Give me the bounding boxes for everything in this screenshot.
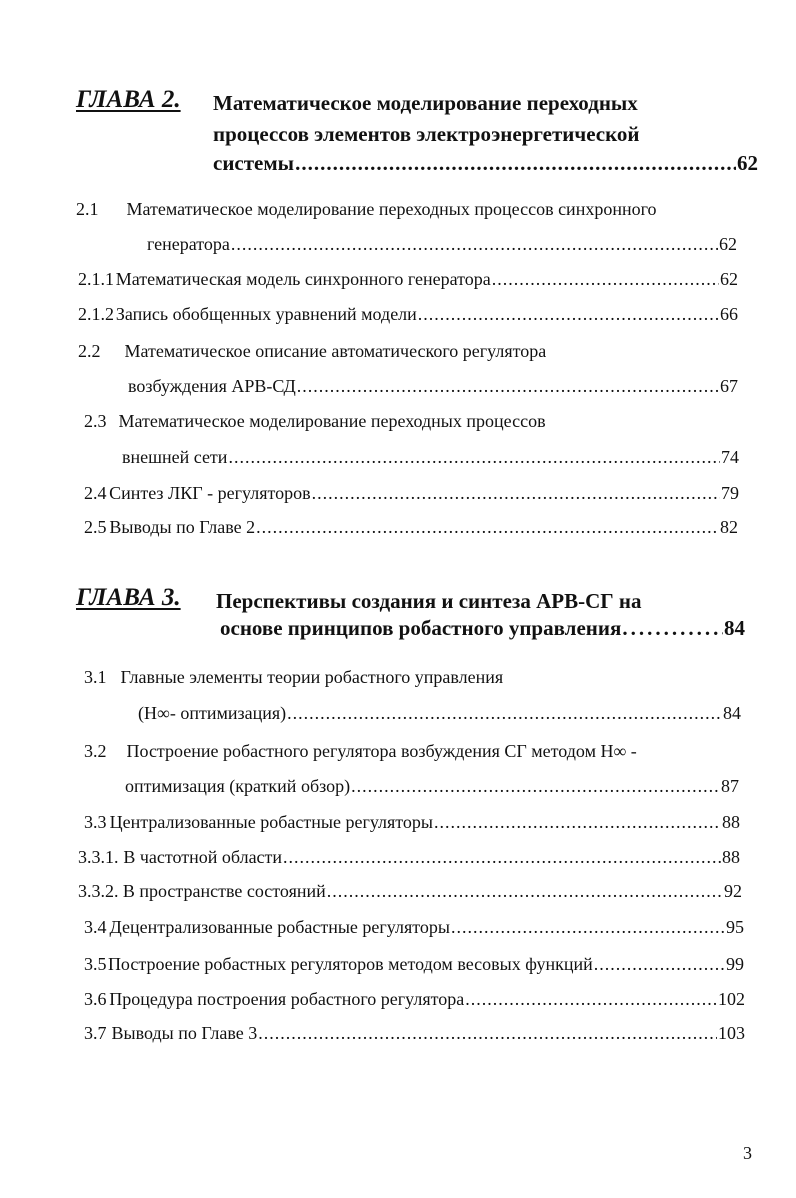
entry-page: 84 <box>723 703 741 723</box>
entry-title-first: Математическое описание автоматического регулятора <box>124 341 547 361</box>
entry-title: Математическая модель синхронного генератора <box>115 269 491 289</box>
entry-number: 3.3 <box>84 812 107 832</box>
entry-number: 3.2 <box>84 741 107 761</box>
chapter-2-title-last-line: системы ..... 62 <box>213 148 758 179</box>
entry-title-first: Математическое моделирование переходных процессов <box>118 411 546 431</box>
entry-page: 67 <box>720 376 738 396</box>
entry-number: 3.6 <box>84 989 107 1009</box>
leader-dots <box>283 846 721 868</box>
entry-number: 2.3 <box>84 411 107 431</box>
chapter-3-title-line-1: Перспективы создания и синтеза АРВ-СГ на <box>216 589 642 613</box>
entry-title: Построение робастных регуляторов методом весовых функций <box>107 954 593 974</box>
toc-entry-2-1-cont <box>147 233 737 255</box>
toc-entry-3-5 <box>84 953 744 975</box>
leader-dots <box>297 375 719 397</box>
entry-title: возбуждения АРВ-СД <box>128 376 296 396</box>
entry-title-first: Математическое моделирование переходных процессов синхронного <box>126 199 657 219</box>
entry-title: внешней сети <box>122 447 228 467</box>
entry-number: 2.2 <box>78 341 101 361</box>
leader-dots <box>327 880 723 902</box>
leader-dots <box>256 516 719 538</box>
chapter-2-title-line-1: Математическое моделирование переходных <box>213 91 638 115</box>
chapter-2-page: 62 <box>737 151 758 175</box>
entry-number: 3.7 <box>84 1023 107 1043</box>
entry-title-first: Построение робастного регулятора возбуждения СГ методом H∞ - <box>126 741 637 761</box>
entry-number: 3.5 <box>84 954 107 974</box>
entry-number: 3.4 <box>84 917 107 937</box>
entry-title: Запись обобщенных уравнений модели <box>115 304 417 324</box>
entry-page: 82 <box>720 517 738 537</box>
entry-page: 88 <box>722 847 740 867</box>
toc-entry-2-2-cont <box>128 375 738 397</box>
entry-page: 99 <box>726 954 744 974</box>
leader-dots <box>295 148 736 179</box>
entry-title: Синтез ЛКГ - регуляторов <box>109 483 311 503</box>
entry-number: 3.1 <box>84 667 107 687</box>
entry-number: 3.3.2. <box>78 881 119 901</box>
leader-dots <box>492 268 719 290</box>
entry-number: 2.1.1 <box>78 269 114 289</box>
toc-entry-3-7 <box>84 1022 745 1044</box>
entry-page: 88 <box>722 812 740 832</box>
entry-page: 66 <box>720 304 738 324</box>
leader-dots <box>594 953 725 975</box>
leader-dots <box>228 446 720 468</box>
entry-number: 2.1 <box>76 199 99 219</box>
toc-entry-3-3-1 <box>78 846 740 868</box>
entry-page: 87 <box>721 776 739 796</box>
toc-entry-3-2 <box>84 740 637 762</box>
entry-page: 62 <box>719 234 737 254</box>
toc-entry-3-1-cont <box>138 702 741 724</box>
leader-dots <box>622 613 723 644</box>
chapter-2-title-line-2: процессов элементов электроэнергетической <box>213 122 640 146</box>
leader-dots <box>258 1022 717 1044</box>
entry-title: Децентрализованные робастные регуляторы <box>109 917 450 937</box>
chapter-3-title-last-line: основе принципов робастного управления ..... 84 <box>220 613 745 644</box>
entry-title: В пространстве состояний <box>122 881 326 901</box>
leader-dots <box>287 702 722 724</box>
entry-title: В частотной области <box>123 847 283 867</box>
toc-entry-2-1-1 <box>78 268 738 290</box>
entry-title: Выводы по Главе 3 <box>111 1023 258 1043</box>
toc-entry-2-3 <box>84 410 546 432</box>
entry-page: 92 <box>724 881 742 901</box>
entry-page: 95 <box>726 917 744 937</box>
toc-entry-2-4 <box>84 482 739 504</box>
entry-number: 2.4 <box>84 483 107 503</box>
toc-entry-2-1-2 <box>78 303 738 325</box>
entry-title: Выводы по Главе 2 <box>109 517 256 537</box>
entry-title: Процедура построения робастного регулятора <box>109 989 465 1009</box>
entry-title: оптимизация (краткий обзор) <box>125 776 351 796</box>
entry-title: Централизованные робастные регуляторы <box>109 812 434 832</box>
toc-entry-3-1 <box>84 666 503 688</box>
entry-page: 74 <box>721 447 739 467</box>
leader-dots <box>312 482 720 504</box>
leader-dots <box>465 988 717 1010</box>
toc-entry-3-2-cont <box>125 775 739 797</box>
chapter-2-label: ГЛАВА 2. <box>76 86 181 113</box>
toc-entry-3-4 <box>84 916 744 938</box>
toc-entry-2-1 <box>76 198 657 220</box>
toc-entry-2-5 <box>84 516 738 538</box>
entry-page: 103 <box>718 1023 745 1043</box>
entry-number: 3.3.1. <box>78 847 119 867</box>
leader-dots <box>418 303 719 325</box>
leader-dots <box>231 233 718 255</box>
toc-entry-2-2 <box>78 340 546 362</box>
toc-entry-2-3-cont <box>122 446 739 468</box>
entry-title: (H∞- оптимизация) <box>138 703 287 723</box>
toc-entry-3-6 <box>84 988 745 1010</box>
entry-page: 62 <box>720 269 738 289</box>
chapter-3-page: 84 <box>724 616 745 640</box>
toc-entry-3-3-2 <box>78 880 742 902</box>
entry-number: 2.1.2 <box>78 304 114 324</box>
entry-number: 2.5 <box>84 517 107 537</box>
entry-page: 79 <box>721 483 739 503</box>
entry-title: генератора <box>147 234 230 254</box>
entry-title-first: Главные элементы теории робастного управления <box>120 667 504 687</box>
leader-dots <box>351 775 720 797</box>
leader-dots <box>434 811 721 833</box>
leader-dots <box>451 916 725 938</box>
entry-page: 102 <box>718 989 745 1009</box>
chapter-3-label: ГЛАВА 3. <box>76 584 181 611</box>
page-number: 3 <box>743 1143 752 1163</box>
toc-entry-3-3 <box>84 811 740 833</box>
